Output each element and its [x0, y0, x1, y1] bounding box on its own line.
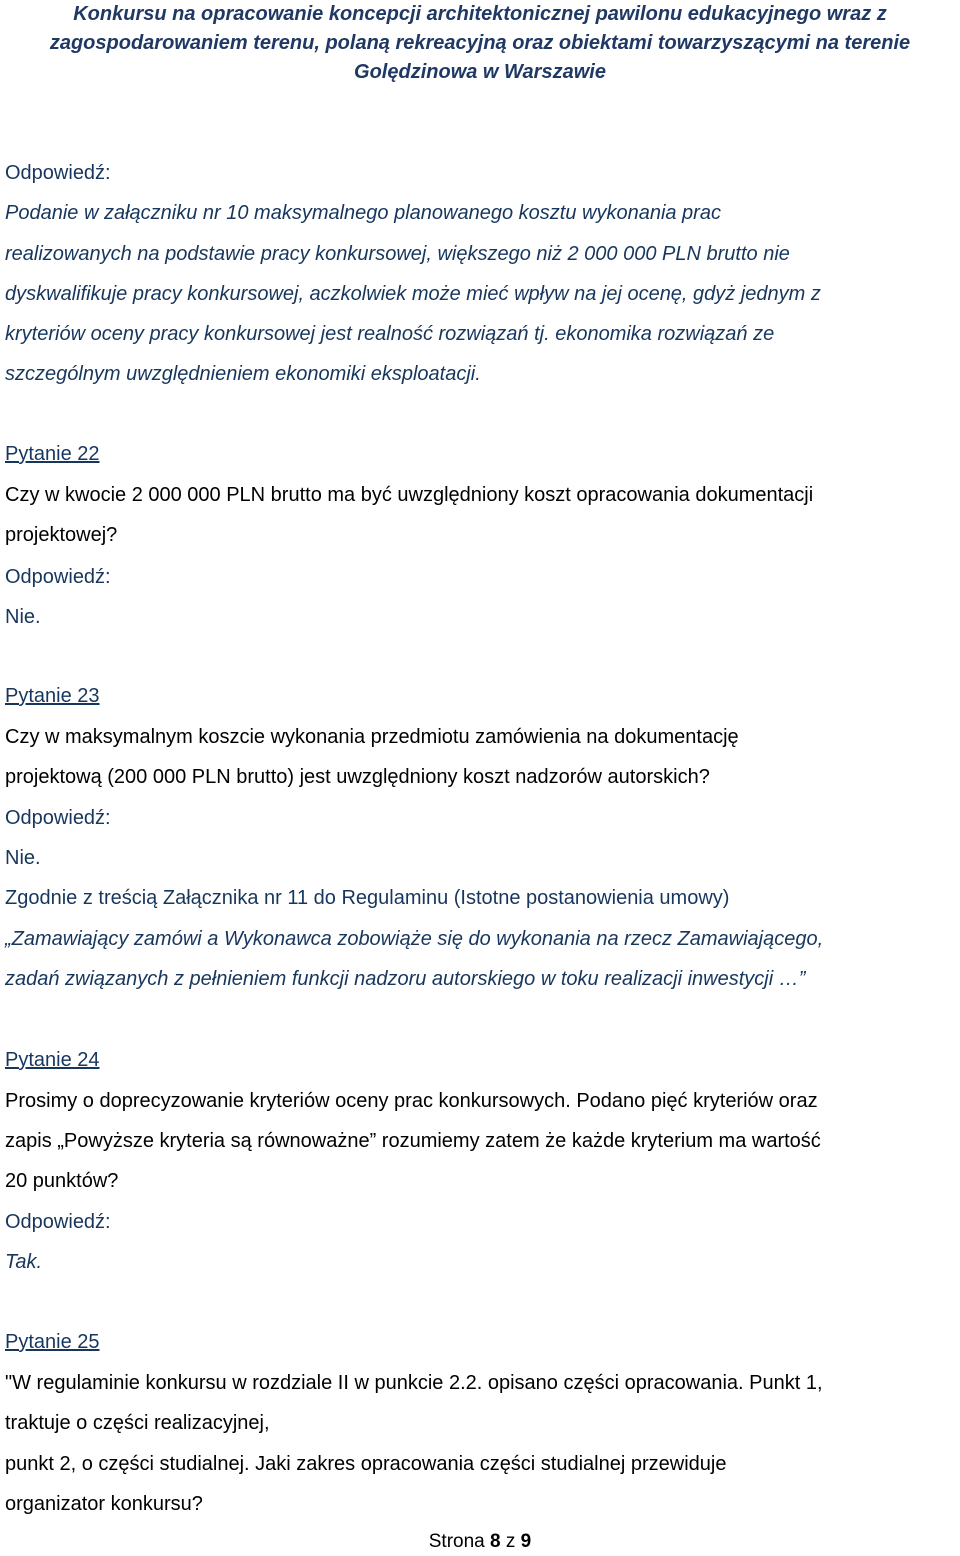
question-line: Prosimy o doprecyzowanie kryteriów oceny prac konkursowych. Podano pięć kryteriów oraz: [5, 1090, 818, 1112]
answer-detail-line: zadań związanych z pełnieniem funkcji nadzoru autorskiego w toku realizacji inwestycji …”: [5, 968, 806, 990]
header-line: zagospodarowaniem terenu, polaną rekreacyjną oraz obiektami towarzyszącymi na terenie: [49, 32, 911, 54]
question-line: 20 punktów?: [5, 1170, 119, 1192]
question-title: Pytanie 24: [5, 1049, 100, 1071]
document-header: [0, 0, 960, 87]
question-line: Czy w maksymalnym koszcie wykonania przedmiotu zamówienia na dokumentację: [5, 726, 739, 748]
answer-line: Podanie w załączniku nr 10 maksymalnego planowanego kosztu wykonania prac: [5, 202, 721, 224]
answer-label: Odpowiedź:: [5, 162, 111, 184]
question-title: Pytanie 25: [5, 1331, 100, 1353]
page-footer: [0, 1531, 960, 1553]
question-title: Pytanie 23: [5, 685, 100, 707]
answer-text: Nie.: [5, 606, 41, 628]
answer-line: szczególnym uwzględnieniem ekonomiki eksploatacji.: [5, 363, 481, 385]
answer-text: Nie.: [5, 847, 41, 869]
answer-label: Odpowiedź:: [5, 566, 111, 588]
question-line: projektowej?: [5, 524, 118, 546]
question-line: punkt 2, o części studialnej. Jaki zakres opracowania części studialnej przewiduje: [5, 1453, 727, 1475]
footer-prefix: Strona: [428, 1531, 485, 1552]
answer-detail-line: Zgodnie z treścią Załącznika nr 11 do Regulaminu (Istotne postanowienia umowy): [5, 887, 730, 909]
footer-page-number: 8: [490, 1531, 501, 1552]
header-line: Golędzinowa w Warszawie: [354, 61, 606, 83]
answer-label: Odpowiedź:: [5, 807, 111, 829]
answer-line: dyskwalifikuje pracy konkursowej, aczkolwiek może mieć wpływ na jej ocenę, gdyż jednym z: [5, 283, 821, 305]
answer-text: Tak.: [5, 1251, 43, 1273]
question-line: projektową (200 000 PLN brutto) jest uwzględniony koszt nadzorów autorskich?: [5, 766, 710, 788]
answer-label: Odpowiedź:: [5, 1211, 111, 1233]
question-line: organizator konkursu?: [5, 1493, 203, 1515]
footer-separator: z: [505, 1531, 516, 1552]
question-line: traktuje o części realizacyjnej,: [5, 1412, 270, 1434]
question-line: "W regulaminie konkursu w rozdziale II w punkcie 2.2. opisano części opracowania. Punkt 1,: [5, 1372, 823, 1394]
footer-page-total: 9: [520, 1531, 532, 1552]
answer-line: realizowanych na podstawie pracy konkursowej, większego niż 2 000 000 PLN brutto nie: [5, 243, 790, 265]
answer-line: kryteriów oceny pracy konkursowej jest realność rozwiązań tj. ekonomika rozwiązań ze: [5, 323, 775, 345]
question-line: zapis „Powyższe kryteria są równoważne” rozumiemy zatem że każde kryterium ma wartość: [5, 1130, 821, 1152]
answer-detail-line: „Zamawiający zamówi a Wykonawca zobowiąże się do wykonania na rzecz Zamawiającego,: [5, 928, 824, 950]
question-title: Pytanie 22: [5, 443, 100, 465]
question-line: Czy w kwocie 2 000 000 PLN brutto ma być uwzględniony koszt opracowania dokumentacji: [5, 484, 814, 506]
header-line: Konkursu na opracowanie koncepcji architektonicznej pawilonu edukacyjnego wraz z: [73, 3, 887, 25]
